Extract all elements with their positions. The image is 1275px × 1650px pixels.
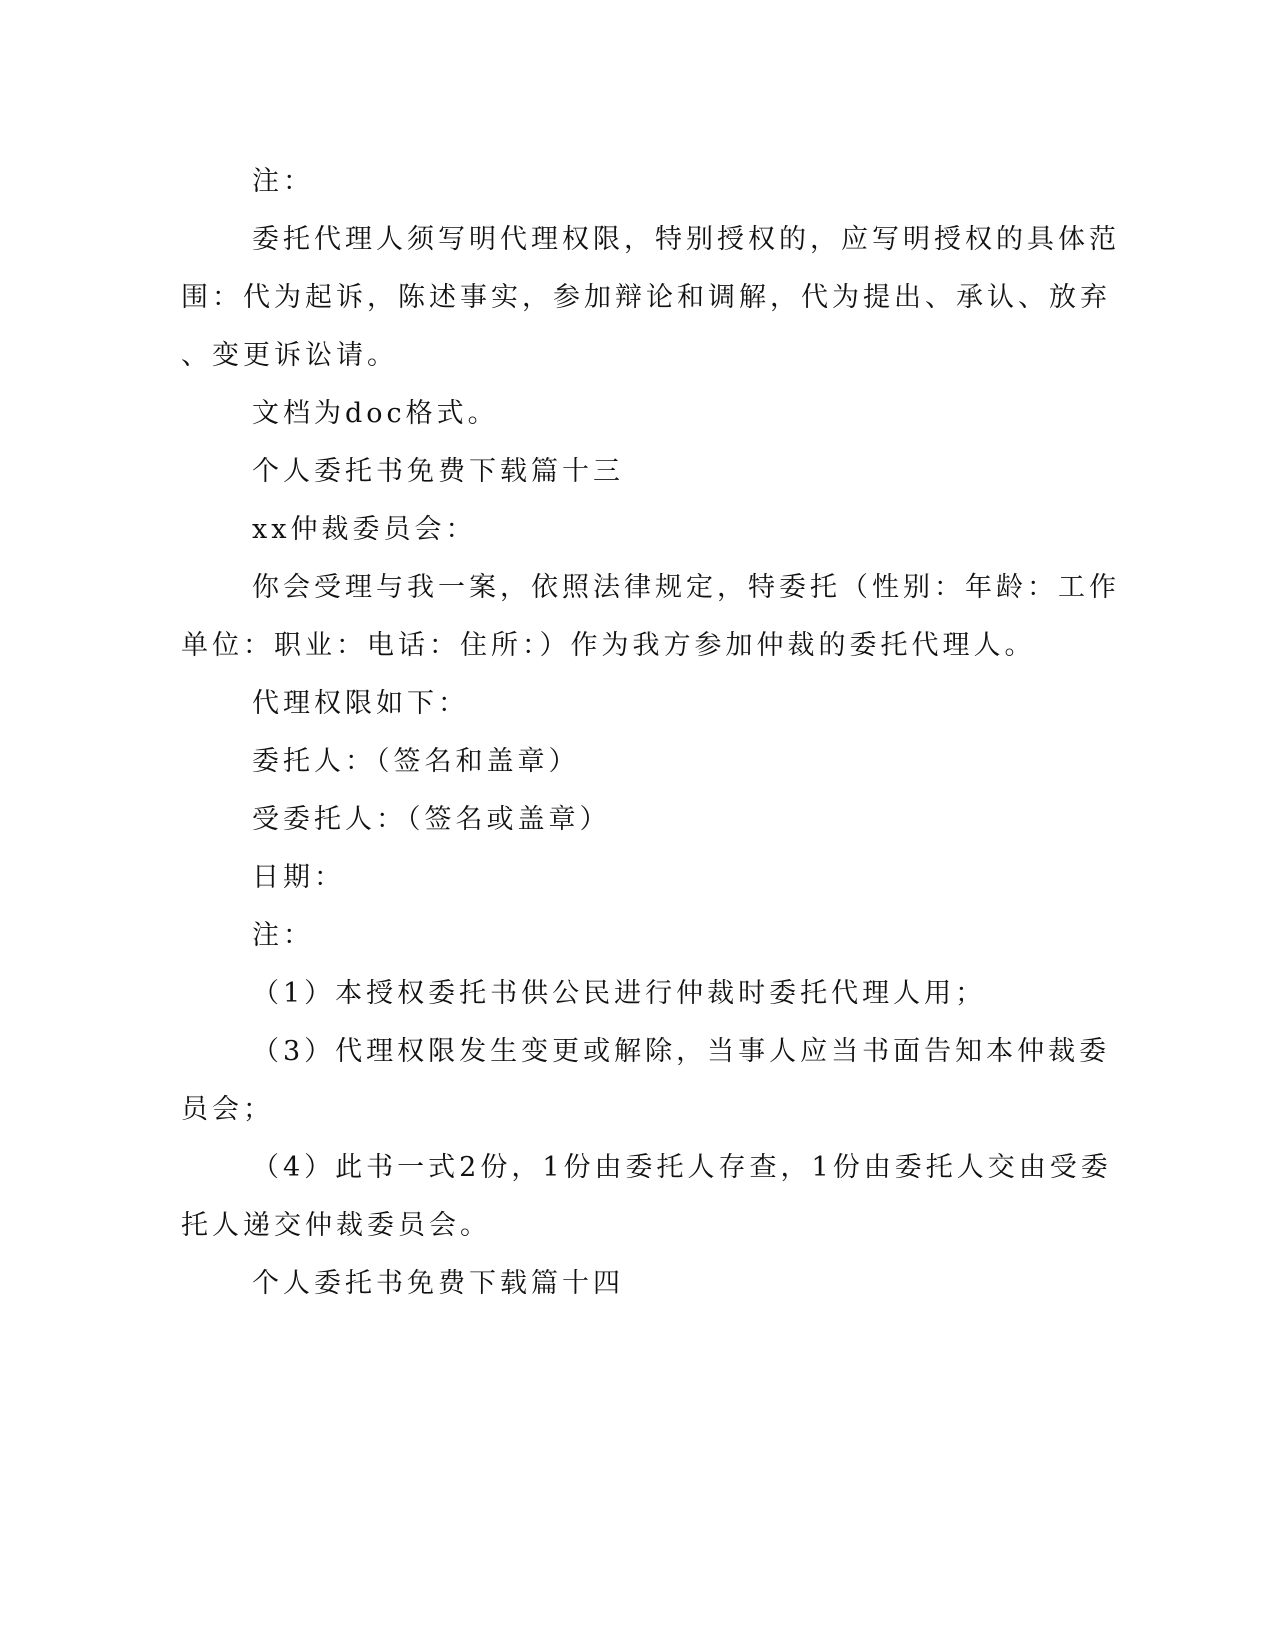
note-item: （1）本授权委托书供公民进行仲裁时委托代理人用； [252,978,987,1009]
note-heading: 注： [252,920,314,951]
note-item: （4）此书一式2份，1份由委托人存查，1份由委托人交由受委 [252,1152,1112,1183]
note-item: 员会； [181,1094,274,1125]
signature-line: 受委托人：（签名或盖章） [252,804,611,835]
section-title: 个人委托书免费下载篇十四 [252,1268,624,1299]
paragraph-line: 、变更诉讼请。 [181,340,398,371]
note-heading: 注： [252,166,314,197]
paragraph-line: 文档为doc格式。 [252,398,499,429]
signature-line: 委托人：（签名和盖章） [252,746,580,777]
paragraph-line: 单位：职业：电话：住所：）作为我方参加仲裁的委托代理人。 [181,630,1036,661]
date-line: 日期： [252,862,345,893]
addressee-line: xx仲裁委员会： [252,514,477,545]
paragraph-line: 你会受理与我一案，依照法律规定，特委托（性别：年龄：工作 [252,572,1120,603]
section-title: 个人委托书免费下载篇十三 [252,456,624,487]
paragraph-line: 代理权限如下： [252,688,469,719]
paragraph-line: 围：代为起诉，陈述事实，参加辩论和调解，代为提出、承认、放弃 [181,282,1111,313]
note-item: 托人递交仲裁委员会。 [181,1210,491,1241]
paragraph-line: 委托代理人须写明代理权限，特别授权的，应写明授权的具体范 [252,224,1120,255]
note-item: （3）代理权限发生变更或解除，当事人应当书面告知本仲裁委 [252,1036,1111,1067]
